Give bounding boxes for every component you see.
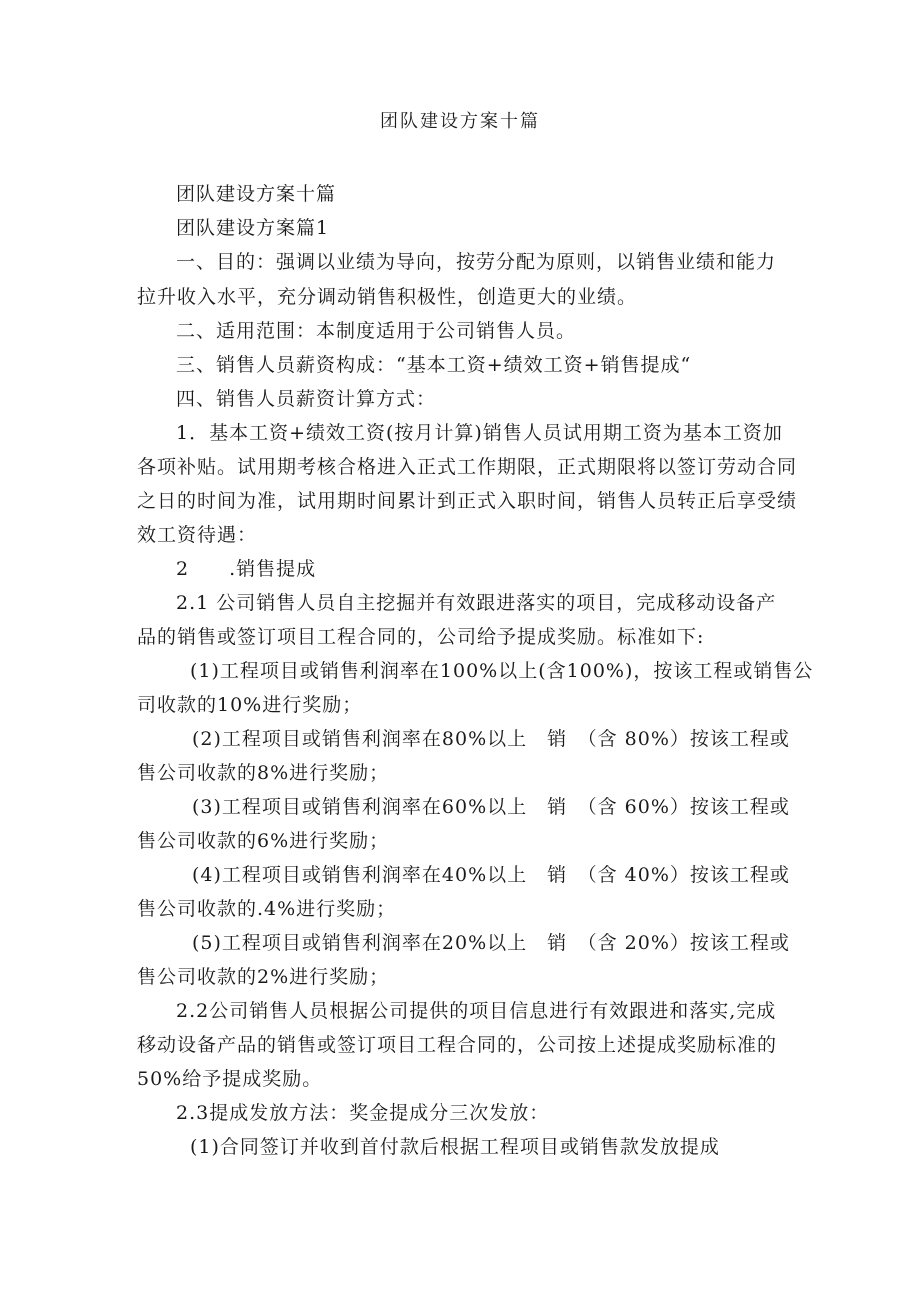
paragraph-line: (1)合同签订并收到首付款后根据工程项目或销售款发放提成 [190,1136,720,1158]
paragraph-line: 售公司收款的.4%进行奖励； [137,898,397,920]
paragraph-line: (2)工程项目或销售利润率在80%以上 销 （含 80%）按该工程或 [192,728,790,750]
paragraph-line: 效工资待遇： [137,524,258,546]
paragraph-line: 2.1 公司销售人员自主挖掘并有效跟进落实的项目，完成移动设备产 [176,592,777,614]
paragraph-line: (5)工程项目或销售利润率在20%以上 销 （含 20%）按该工程或 [192,932,790,954]
paragraph-line: (4)工程项目或销售利润率在40%以上 销 （含 40%）按该工程或 [192,864,790,886]
paragraph-line: 司收款的10%进行奖励； [137,694,363,716]
paragraph-line: 团队建设方案篇1 [176,217,330,239]
paragraph-line: (3)工程项目或销售利润率在60%以上 销 （含 60%）按该工程或 [192,796,790,818]
paragraph-line: 售公司收款的6%进行奖励； [137,830,390,852]
paragraph-line: 2.2公司销售人员根据公司提供的项目信息进行有效跟进和落实,完成 [176,1000,777,1022]
paragraph-line: 三、销售人员薪资构成：“基本工资+绩效工资+销售提成“ [176,354,692,376]
paragraph-line: 之日的时间为准，试用期时间累计到正式入职时间，销售人员转正后享受绩 [137,490,798,512]
paragraph-line: 移动设备产品的销售或签订项目工程合同的，公司按上述提成奖励标准的 [137,1034,778,1056]
paragraph-line: 品的销售或签订项目工程合同的，公司给予提成奖励。标准如下: [137,626,705,648]
paragraph-line: 四、销售人员薪资计算方式： [176,388,437,410]
paragraph-line: 团队建设方案十篇 [176,183,337,205]
paragraph-line: 售公司收款的8%进行奖励； [137,762,390,784]
paragraph-line: 2 .销售提成 [176,558,317,580]
paragraph-line: 售公司收款的2%进行奖励； [137,966,390,988]
paragraph-line: 一、目的：强调以业绩为导向，按劳分配为原则，以销售业绩和能力 [176,251,777,273]
paragraph-line: 拉升收入水平，充分调动销售积极性，创造更大的业绩。 [137,286,638,308]
paragraph-line: 各项补贴。试用期考核合格进入正式工作期限，正式期限将以签订劳动合同 [137,456,798,478]
paragraph-line: 二、适用范围：本制度适用于公司销售人员。 [176,320,577,342]
paragraph-line: 2.3提成发放方法：奖金提成分三次发放： [176,1102,550,1124]
paragraph-line: (1)工程项目或销售利润率在100%以上(含100%)，按该工程或销售公 [190,660,814,682]
paragraph-line: 1．基本工资+绩效工资(按月计算)销售人员试用期工资为基本工资加 [176,422,783,444]
paragraph-line: 50%给予提成奖励。 [137,1068,323,1090]
page-title: 团队建设方案十篇 [380,111,540,132]
